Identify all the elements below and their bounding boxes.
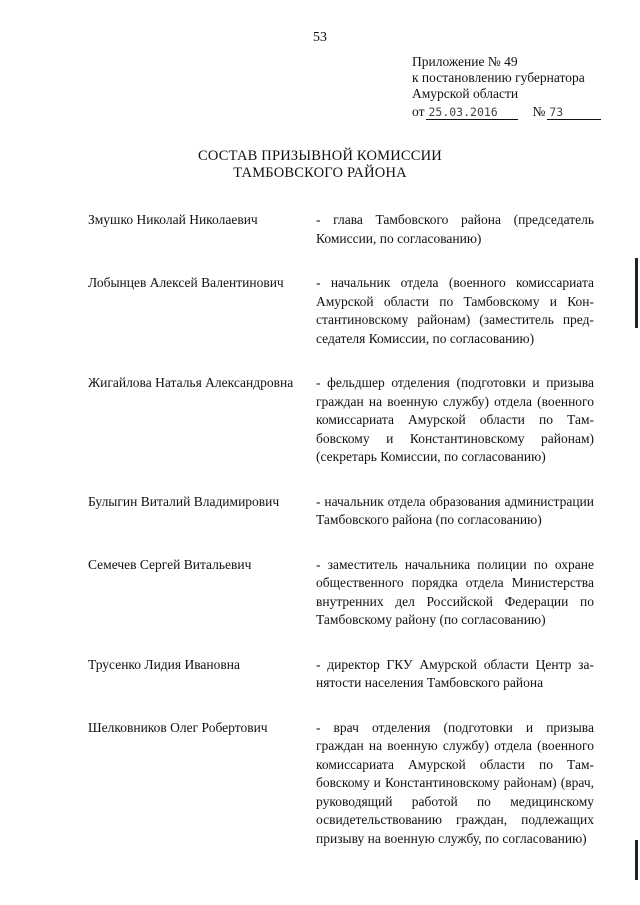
appendix-header (412, 54, 612, 120)
member-role: - фельдшер отделения (подготовки и призыва граждан на военную службу) отдела (военного комиссариата Амурской области по Тамбовскому и Константиновскому районам) (секретарь Комиссии, по согласованию) (316, 375, 594, 464)
number-prefix: № (532, 104, 546, 119)
member-role: - директор ГКУ Амурской области Центр занятости населения Тамбовского района (316, 656, 594, 690)
appendix-date-line (412, 102, 612, 120)
title-line-1: СОСТАВ ПРИЗЫВНОЙ КОМИССИИ (198, 148, 442, 164)
document-title (0, 148, 640, 182)
scan-edge-mark (635, 840, 638, 880)
appendix-number: Приложение № 49 (412, 54, 518, 69)
member-role: - глава Тамбовского района (председатель Комиссии, по согласованию) (316, 212, 594, 246)
member-name: Жигайлова Наталья Александровна (88, 375, 294, 390)
member-name: Семечев Сергей Витальевич (88, 556, 252, 572)
date-prefix: от (412, 104, 425, 119)
member-name: Булыгин Виталий Владимирович (88, 493, 280, 509)
member-row (88, 274, 608, 348)
member-row (88, 493, 608, 530)
member-row (88, 211, 608, 248)
member-row (88, 556, 608, 630)
number-value: 73 (547, 105, 601, 120)
members-list (88, 211, 608, 848)
member-row (88, 374, 608, 467)
member-name: Лобынцев Алексей Валентинович (88, 275, 284, 290)
member-name: Змушко Николай Николаевич (88, 212, 258, 227)
member-row (88, 719, 608, 849)
title-line-2: ТАМБОВСКОГО РАЙОНА (233, 165, 407, 181)
member-row (88, 656, 608, 693)
page-number: 53 (313, 30, 327, 45)
member-role: - заместитель начальника полиции по охране общественного порядка отдела Министерства внутренних дел Российской Федерации по Тамбовскому району (по согласованию) (316, 556, 594, 627)
appendix-region: Амурской области (412, 86, 519, 101)
scan-edge-mark (635, 258, 638, 328)
member-name: Трусенко Лидия Ивановна (88, 656, 240, 672)
member-role: - начальник отдела образования администрации Тамбовского района (по согласованию) (316, 493, 594, 527)
date-value: 25.03.2016 (426, 105, 518, 120)
member-role: - начальник отдела (военного комиссариата Амурской области по Тамбовскому и Константиновскому районам) (заместитель председателя Комиссии, по согласованию) (316, 275, 594, 346)
member-role: - врач отделения (подготовки и призыва граждан на военную службу) отдела (военного комиссариата Амурской области по Тамбовскому и Константиновскому районам) (врач, руководящий работой по медицинскому освидетельствованию граждан, подлежащих призыву на военную службу, по согласованию) (316, 719, 594, 846)
member-name: Шелковников Олег Робертович (88, 719, 268, 735)
appendix-decree: к постановлению губернатора (412, 70, 585, 85)
